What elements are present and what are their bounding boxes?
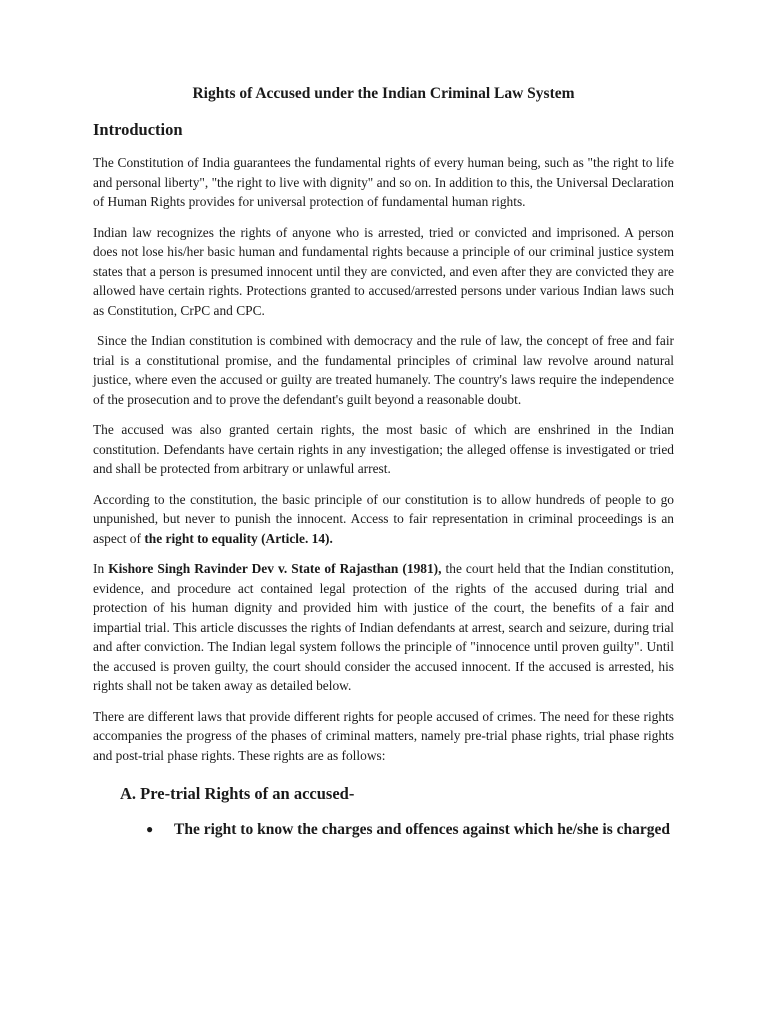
paragraph-3: Since the Indian constitution is combined with democracy and the rule of law, the concept of free and fair trial is a constitutional promise, and the fundamental principles of criminal law revolve around natural justice, where even the accused or guilty are treated humanely. The country's laws require the independence of the prosecution and to prove the defendant's guilt beyond a reasonable doubt. <box>93 333 678 407</box>
pre-trial-rights-heading: A. Pre-trial Rights of an accused- <box>120 784 355 803</box>
bullet-icon: ● <box>146 822 154 836</box>
paragraph-2: Indian law recognizes the rights of anyone who is arrested, tried or convicted and imprisoned. A person does not lose his/her basic human and fundamental rights because a principle of our criminal justice system states that a person is presumed innocent until they are convicted, and even after they are convicted they are allowed have certain rights. Protections granted to accused/arrested persons under various Indian laws such as Constitution, CrPC and CPC. <box>93 224 674 318</box>
pre-trial-rights-list <box>93 819 674 840</box>
paragraph-5 <box>93 490 674 549</box>
paragraph-6 <box>93 559 674 696</box>
paragraph-6-text: the court held that the Indian constitution, evidence, and procedure act contained legal protection of the rights of the accused during trial and protection of his human dignity and provided him with justice of the court, the benefits of a fair and impartial trial. This article discusses the rights of Indian defendants at arrest, search and seizure, during trial and after conviction. The Indian legal system follows the principle of "innocence until proven guilty". Until the accused is proven guilty, the court should consider the accused innocent. If the accused is arrested, his rights shall not be taken away as detailed below. <box>93 561 674 693</box>
paragraph-1: The Constitution of India guarantees the fundamental rights of every human being, such as "the right to life and personal liberty", "the right to live with dignity" and so on. In addition to this, the Universal Declaration of Human Rights provides for universal protection of fundamental human rights. <box>93 155 674 209</box>
document-page <box>93 84 678 840</box>
paragraph-5-text: According to the constitution, the basic principle of our constitution is to allow hundreds of people to go unpunished, but never to punish the innocent. Access to fair representation in criminal proceedings is an aspect of <box>93 491 674 546</box>
document-title: Rights of Accused under the Indian Criminal Law System <box>192 85 575 102</box>
list-item-text: The right to know the charges and offences against which he/she is charged <box>174 821 671 838</box>
introduction-heading: Introduction <box>93 120 183 139</box>
case-citation: Kishore Singh Ravinder Dev v. State of Rajasthan (1981), <box>108 561 442 576</box>
paragraph-6-prefix: In <box>93 561 109 576</box>
list-item <box>146 819 674 840</box>
paragraph-7: There are different laws that provide different rights for people accused of crimes. The need for these rights accompanies the progress of the phases of criminal matters, namely pre-trial phase rights, trial phase rights and post-trial phase rights. These rights are as follows: <box>93 708 674 763</box>
paragraph-5-bold: the right to equality (Article. 14). <box>144 530 333 546</box>
paragraph-4: The accused was also granted certain rights, the most basic of which are enshrined in the Indian constitution. Defendants have certain rights in any investigation; the alleged offense is investigated or tried and shall be protected from arbitrary or unlawful arrest. <box>93 422 674 476</box>
